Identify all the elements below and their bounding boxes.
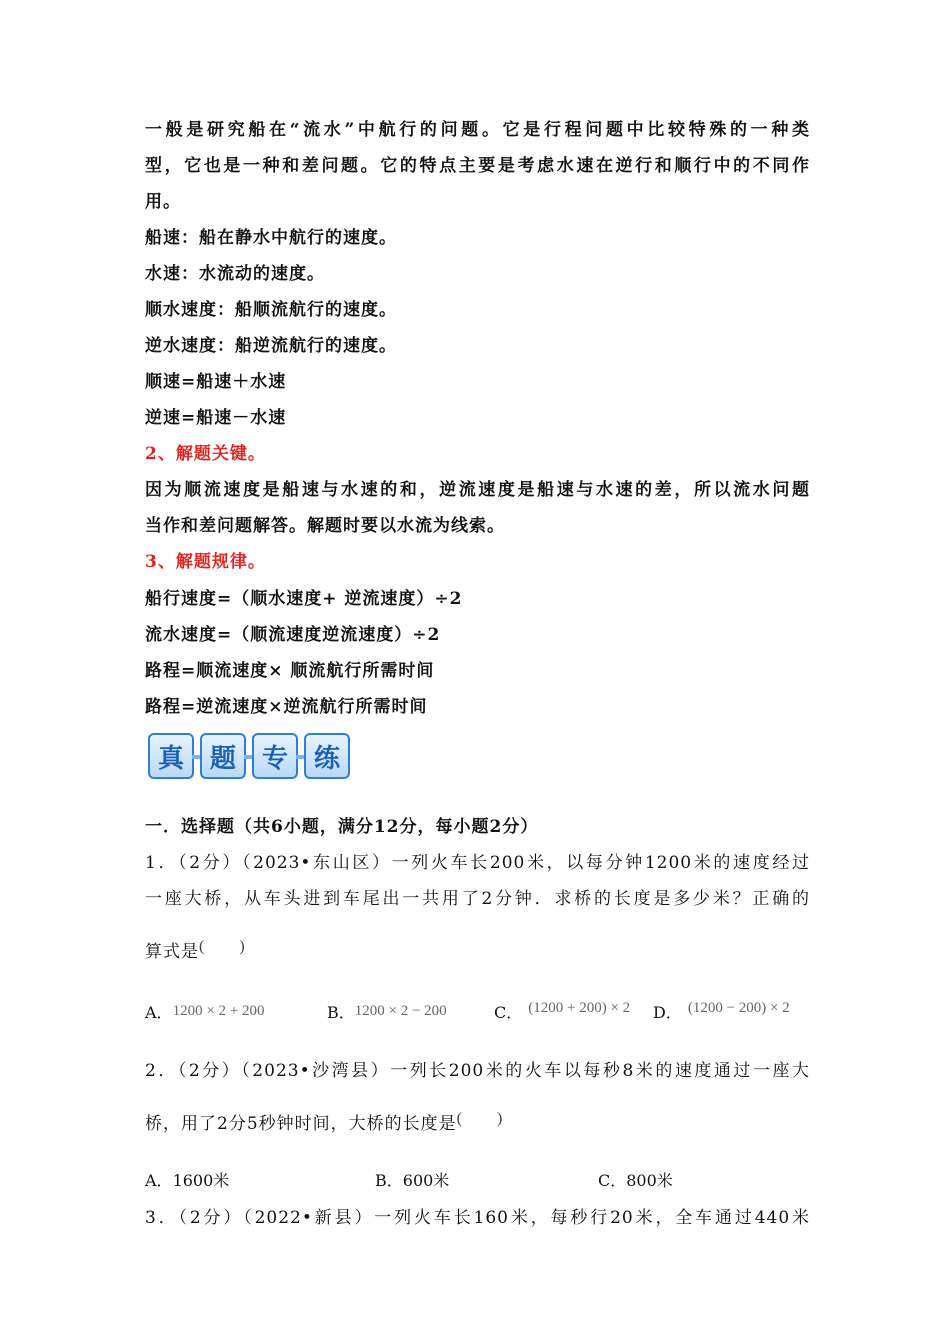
option-value: 1600米: [172, 1171, 230, 1190]
q2-stem-end: 桥，用了2分5秒钟时间，大桥的长度是: [145, 1114, 457, 1134]
rule-distance-downstream: 路程=顺流速度× 顺流航行所需时间: [145, 661, 435, 681]
practice-badge: [148, 733, 350, 779]
answer-blank: ( ): [456, 1110, 504, 1127]
def-downstream-formula: 顺速=船速＋水速: [145, 372, 287, 392]
badge-char: 题: [200, 733, 246, 779]
q1-option-d: [653, 1001, 790, 1026]
q2-line-2: [145, 1112, 810, 1137]
option-expression: 1200 × 2 + 200: [172, 1003, 265, 1019]
def-upstream-formula: 逆速=船速－水速: [145, 408, 287, 428]
q1-stem-end: 算式是: [145, 942, 199, 962]
option-expression: 1200 × 2 − 200: [354, 1003, 447, 1019]
q3-line-1: 3．（2分）（2022•新县）一列火车长160米，每秒行20米，全车通过440米: [145, 1208, 810, 1228]
intro-line-3: 用。: [145, 192, 181, 212]
option-label: C．: [598, 1171, 627, 1190]
option-label: A．: [145, 1171, 173, 1190]
option-label: C．: [494, 1003, 523, 1022]
option-label: D．: [653, 1003, 682, 1022]
q1-option-a: [145, 1001, 264, 1026]
option-value: 800米: [626, 1171, 673, 1190]
section2-heading: 2、解题关键。: [145, 444, 266, 464]
def-boat-speed: 船速：船在静水中航行的速度。: [145, 228, 397, 248]
badge-char: 专: [252, 733, 298, 779]
option-label: B．: [327, 1003, 355, 1022]
q2-option-b: [375, 1169, 449, 1193]
part1-heading: 一．选择题（共6小题，满分12分，每小题2分）: [145, 817, 539, 837]
badge-char: 真: [148, 733, 194, 779]
q1-line-3: [145, 940, 810, 965]
section2-line-1: 因为顺流速度是船速与水速的和，逆流速度是船速与水速的差，所以流水问题: [145, 480, 810, 500]
option-expression: (1200 + 200) × 2: [528, 1000, 631, 1016]
rule-water-speed: 流水速度=（顺流速度逆流速度）÷2: [145, 625, 441, 645]
q1-line-1: 1．（2分）（2023•东山区）一列火车长200米，以每分钟1200米的速度经过: [145, 853, 810, 873]
option-expression: (1200 − 200) × 2: [687, 1000, 790, 1016]
section2-line-2: 当作和差问题解答。解题时要以水流为线索。: [145, 516, 505, 536]
option-label: A．: [145, 1003, 173, 1022]
q1-option-b: [327, 1001, 447, 1026]
def-downstream-speed: 顺水速度：船顺流航行的速度。: [145, 300, 397, 320]
q1-option-c: [494, 1001, 630, 1026]
option-label: B．: [375, 1171, 403, 1190]
badge-char: 练: [304, 733, 350, 779]
rule-boat-speed: 船行速度=（顺水速度+ 逆流速度）÷2: [145, 589, 463, 609]
def-water-speed: 水速：水流动的速度。: [145, 264, 325, 284]
section3-heading: 3、解题规律。: [145, 552, 266, 572]
rule-distance-upstream: 路程=逆流速度×逆流航行所需时间: [145, 697, 428, 717]
q2-option-a: [145, 1169, 229, 1193]
intro-line-1: 一般是研究船在“流水”中航行的问题。它是行程问题中比较特殊的一种类: [145, 120, 810, 140]
option-value: 600米: [402, 1171, 450, 1190]
q2-option-c: [598, 1169, 673, 1193]
def-upstream-speed: 逆水速度：船逆流航行的速度。: [145, 336, 397, 356]
q2-line-1: 2．（2分）（2023•沙湾县）一列长200米的火车以每秒8米的速度通过一座大: [145, 1061, 810, 1081]
q1-line-2: 一座大桥，从车头进到车尾出一共用了2分钟．求桥的长度是多少米？正确的: [145, 889, 810, 909]
intro-line-2: 型，它也是一种和差问题。它的特点主要是考虑水速在逆行和顺行中的不同作: [145, 156, 810, 176]
answer-blank: ( ): [199, 938, 246, 955]
